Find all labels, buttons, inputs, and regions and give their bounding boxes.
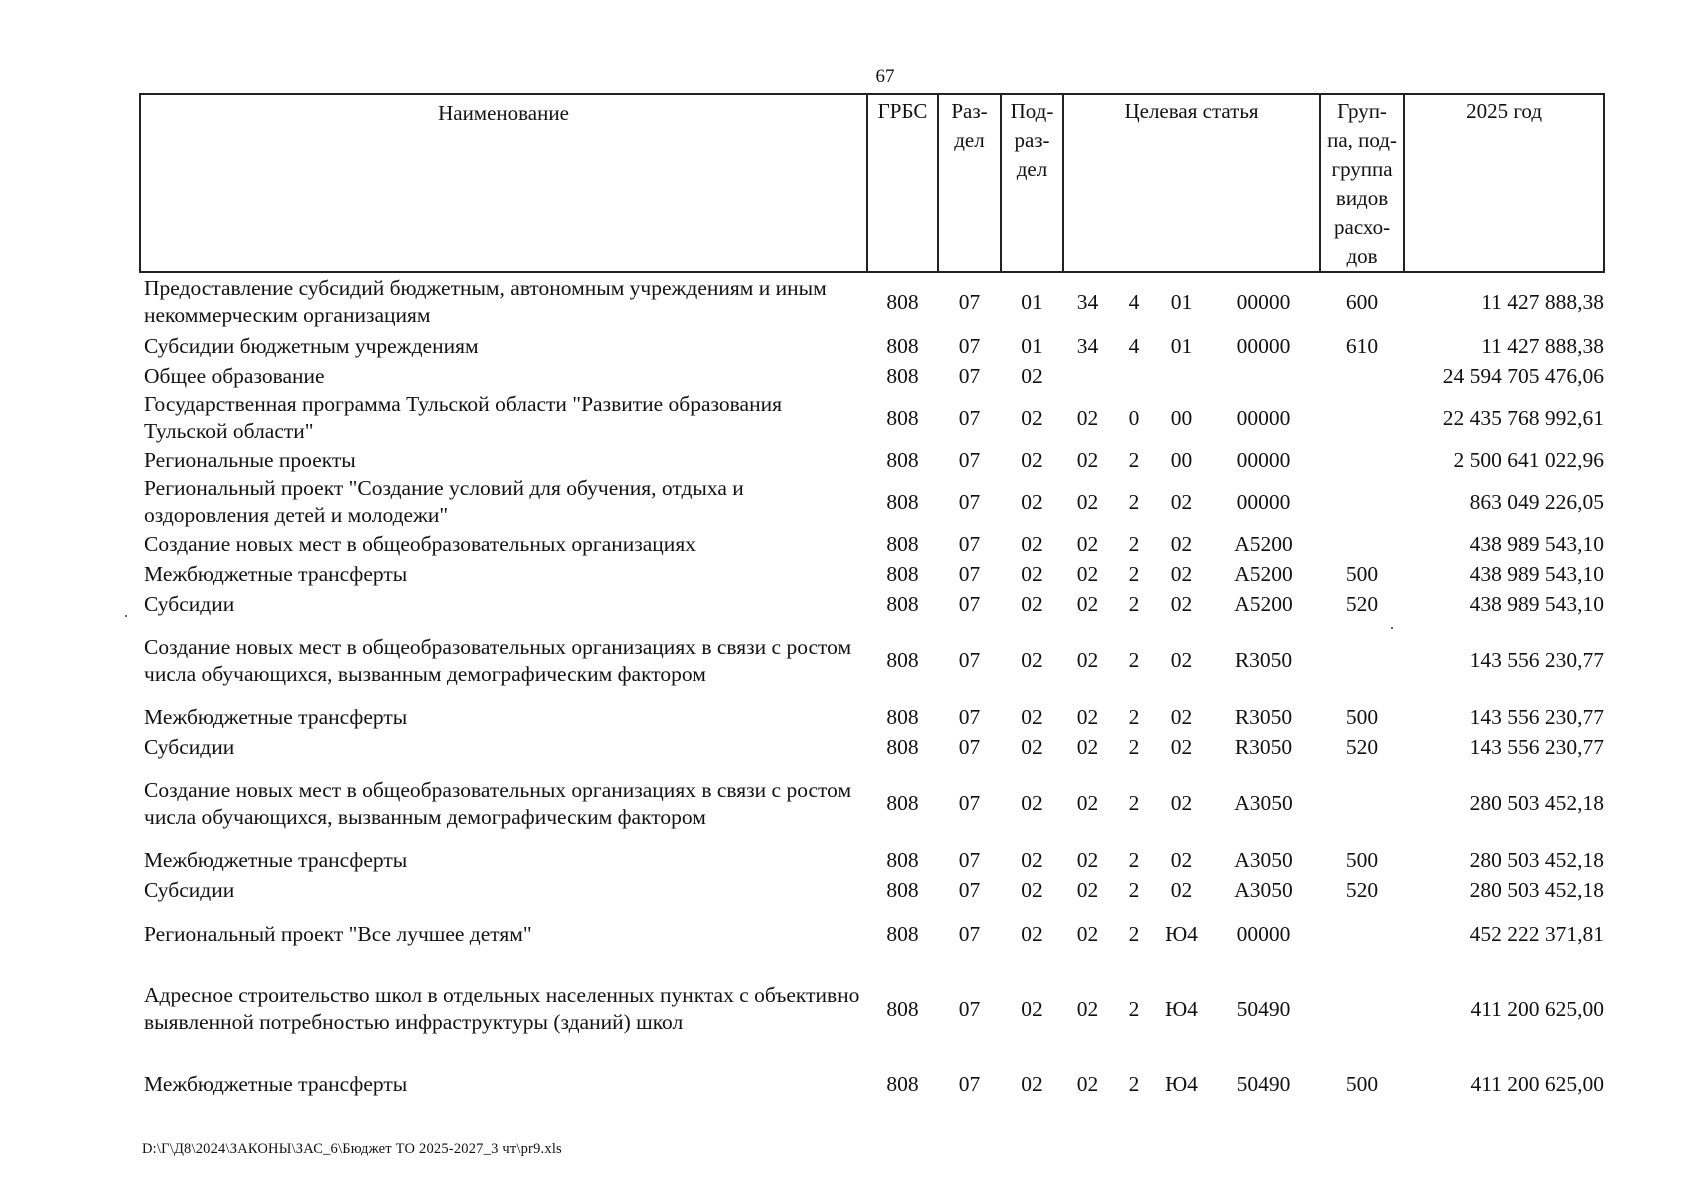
cell-podrazdel: 02 [1021,363,1043,388]
cell-razdel: 07 [958,648,981,672]
cell-cs4: 00000 [1236,447,1291,472]
table-row [140,589,1604,619]
cell-cs3: 00 [1170,405,1193,430]
cell-group [1320,445,1404,475]
cell-cs4: 50490 [1236,996,1291,1021]
table-row [140,391,1604,445]
cell-grbs: 808 [886,1072,919,1096]
cell-cs2: 2 [1128,531,1140,556]
table-row [140,331,1604,361]
cell-podrazdel: 02 [1021,447,1043,472]
header-expense-group: Груп- па, под- группа видов расхо- дов [1320,94,1404,272]
table-row [140,702,1604,732]
cell-podrazdel: 02 [1021,1072,1043,1096]
header-razdel: Раз- дел [938,94,1001,272]
table-row [140,762,1604,845]
cell-grbs: 808 [886,996,919,1021]
cell-name: Субсидии [144,877,235,902]
cell-group: 520 [1345,591,1379,616]
cell-grbs: 808 [886,289,919,314]
cell-sum: 411 200 625,00 [1470,996,1605,1021]
cell-cs1: 02 [1076,921,1099,946]
cell-razdel: 07 [958,447,981,472]
cell-group [1320,762,1404,845]
cell-podrazdel: 01 [1021,289,1043,314]
cell-sum: 438 989 543,10 [1469,531,1605,556]
cell-razdel: 07 [958,921,981,946]
cell-name: Межбюджетные трансферты [144,561,408,586]
cell-sum: 143 556 230,77 [1469,704,1605,729]
cell-sum: 280 503 452,18 [1469,791,1605,815]
header-name: Наименование [140,94,867,272]
cell-podrazdel: 02 [1021,561,1043,586]
cell-cs1: 02 [1076,704,1099,729]
cell-grbs: 808 [886,921,919,946]
cell-grbs: 808 [886,877,919,902]
cell-name: Предоставление субсидий бюджетным, автономным учреждениям и иным некоммерческим организациям [144,276,827,327]
cell-group [1320,905,1404,963]
cell-podrazdel: 02 [1021,648,1043,672]
cell-cs1: 34 [1076,333,1099,358]
table-row [140,475,1604,529]
cell-group: 600 [1345,289,1379,314]
cell-name: Региональный проект "Создание условий для обучения, отдыха и оздоровления детей и молодежи" [144,476,744,527]
cell-razdel: 07 [958,561,981,586]
cell-podrazdel: 02 [1021,489,1043,514]
cell-cs1: 02 [1076,877,1099,902]
cell-cs4: R3050 [1234,734,1293,759]
cell-name: Межбюджетные трансферты [144,704,408,729]
cell-sum: 411 200 625,00 [1470,1072,1605,1096]
cell-cs1: 02 [1076,591,1099,616]
cell-cs4: 00000 [1236,921,1291,946]
cell-razdel: 07 [958,591,981,616]
cell-cs3: Ю4 [1165,1072,1198,1096]
cell-grbs: 808 [886,704,919,729]
cell-cs3: 00 [1170,447,1193,472]
cell-razdel: 07 [958,877,981,902]
cell-razdel: 07 [958,333,981,358]
cell-group: 610 [1345,333,1379,358]
table-row [140,875,1604,905]
cell-cs4: А5200 [1234,531,1293,556]
cell-cs1: 02 [1076,847,1099,872]
cell-cs1 [1063,361,1112,391]
cell-cs2: 2 [1128,1072,1140,1096]
cell-cs3: 02 [1170,734,1193,759]
table-row [140,272,1604,331]
cell-cs4: А3050 [1234,847,1293,872]
cell-cs2: 2 [1128,489,1140,514]
cell-group [1320,963,1404,1055]
cell-podrazdel: 02 [1021,847,1043,872]
cell-sum: 452 222 371,81 [1469,921,1605,946]
cell-name: Общее образование [144,363,325,388]
cell-razdel: 07 [958,363,981,388]
cell-group [1320,391,1404,445]
cell-sum: 863 049 226,05 [1469,489,1605,514]
cell-cs4: 00000 [1236,405,1291,430]
table-header [140,94,1604,272]
stray-mark [1391,627,1393,629]
cell-name: Межбюджетные трансферты [144,1072,408,1096]
cell-cs1: 02 [1076,791,1099,815]
cell-cs3: 02 [1170,847,1193,872]
cell-group: 520 [1345,877,1379,902]
cell-cs2: 2 [1128,734,1140,759]
cell-podrazdel: 02 [1021,921,1043,946]
cell-group: 500 [1345,704,1379,729]
cell-group [1320,619,1404,702]
cell-podrazdel: 02 [1021,877,1043,902]
cell-razdel: 07 [958,531,981,556]
cell-cs1: 02 [1076,447,1099,472]
cell-cs1: 02 [1076,734,1099,759]
cell-cs4: 50490 [1236,1072,1291,1096]
table-body [140,272,1604,1114]
cell-cs3: 02 [1170,591,1193,616]
table-row [140,619,1604,702]
cell-cs4: 00000 [1236,333,1291,358]
cell-group [1320,475,1404,529]
cell-cs3: 02 [1170,561,1193,586]
cell-group: 520 [1345,734,1379,759]
table-row [140,529,1604,559]
cell-cs2: 2 [1128,591,1140,616]
cell-grbs: 808 [886,734,919,759]
header-year: 2025 год [1404,94,1604,272]
cell-cs1: 02 [1076,561,1099,586]
cell-cs4: R3050 [1234,704,1293,729]
cell-cs1: 02 [1076,489,1099,514]
cell-cs1: 02 [1076,531,1099,556]
cell-group: 500 [1345,1072,1379,1096]
cell-cs2: 2 [1128,847,1140,872]
cell-razdel: 07 [958,489,981,514]
cell-cs4: А5200 [1234,561,1293,586]
table-row [140,445,1604,475]
cell-cs2: 4 [1128,333,1140,358]
cell-cs2 [1112,361,1156,391]
cell-grbs: 808 [886,531,919,556]
cell-sum: 24 594 705 476,06 [1442,363,1605,388]
cell-cs3: 02 [1170,877,1193,902]
cell-grbs: 808 [886,591,919,616]
cell-cs2: 2 [1128,921,1140,946]
cell-cs3: 02 [1170,648,1193,672]
stray-mark [125,615,127,617]
cell-grbs: 808 [886,847,919,872]
cell-cs3: 02 [1170,704,1193,729]
cell-cs1: 02 [1076,996,1099,1021]
cell-name: Государственная программа Тульской области "Развитие образования Тульской области" [144,392,782,443]
cell-cs4: 00000 [1236,489,1291,514]
cell-grbs: 808 [886,489,919,514]
cell-sum: 438 989 543,10 [1469,561,1605,586]
cell-name: Адресное строительство школ в отдельных населенных пунктах с объективно выявленной потребностью инфраструктуры (зданий) школ [144,983,860,1034]
cell-cs2: 2 [1128,877,1140,902]
cell-group: 500 [1345,561,1379,586]
cell-cs1: 02 [1076,405,1099,430]
cell-grbs: 808 [886,648,919,672]
cell-grbs: 808 [886,561,919,586]
header-grbs: ГРБС [867,94,938,272]
cell-razdel: 07 [958,405,981,430]
cell-cs3: Ю4 [1165,996,1198,1021]
cell-sum: 143 556 230,77 [1469,734,1605,759]
cell-cs4: А3050 [1234,877,1293,902]
cell-sum: 438 989 543,10 [1469,591,1605,616]
cell-cs2: 2 [1128,704,1140,729]
cell-cs2: 2 [1128,447,1140,472]
cell-cs3: 02 [1170,531,1193,556]
budget-table [139,93,1605,1114]
cell-grbs: 808 [886,333,919,358]
cell-podrazdel: 02 [1021,791,1043,815]
cell-cs2: 2 [1128,648,1140,672]
cell-cs3: 02 [1170,791,1193,815]
table-row [140,361,1604,391]
cell-razdel: 07 [958,289,981,314]
cell-podrazdel: 02 [1021,405,1043,430]
header-podrazdel: Под- раз- дел [1001,94,1063,272]
cell-cs4 [1207,361,1320,391]
cell-sum: 11 427 888,38 [1481,289,1605,314]
cell-podrazdel: 02 [1021,531,1043,556]
cell-cs4: А3050 [1234,791,1293,815]
cell-name: Региональные проекты [144,447,356,472]
cell-name: Субсидии [144,734,235,759]
cell-cs2: 4 [1128,289,1140,314]
cell-podrazdel: 02 [1021,734,1043,759]
cell-cs2: 2 [1128,996,1140,1021]
cell-cs3 [1156,361,1207,391]
cell-group: 500 [1345,847,1379,872]
file-path-footer: D:\Г\Д8\2024\ЗАКОНЫ\ЗАС_6\Бюджет ТО 2025-2027_3 чт\pr9.xls [142,1141,562,1157]
cell-name: Региональный проект "Все лучшее детям" [144,921,532,946]
cell-name: Межбюджетные трансферты [144,847,408,872]
cell-cs4: R3050 [1234,648,1293,672]
cell-sum: 143 556 230,77 [1469,648,1605,672]
cell-cs4: 00000 [1236,289,1291,314]
cell-razdel: 07 [958,734,981,759]
cell-sum: 11 427 888,38 [1481,333,1605,358]
cell-sum: 280 503 452,18 [1469,877,1605,902]
cell-grbs: 808 [886,791,919,815]
table-row [140,1055,1604,1114]
cell-cs2: 0 [1128,405,1140,430]
cell-razdel: 07 [958,996,981,1021]
cell-razdel: 07 [958,704,981,729]
cell-grbs: 808 [886,405,919,430]
table-row [140,559,1604,589]
cell-cs2: 2 [1128,791,1140,815]
cell-cs3: Ю4 [1165,921,1198,946]
cell-sum: 2 500 641 022,96 [1453,447,1605,472]
cell-cs1: 02 [1076,1072,1099,1096]
cell-cs3: 01 [1170,289,1193,314]
table-row [140,732,1604,762]
cell-cs2: 2 [1128,561,1140,586]
cell-razdel: 07 [958,847,981,872]
page-number: 67 [875,66,895,87]
cell-cs4: А5200 [1234,591,1293,616]
cell-podrazdel: 01 [1021,333,1043,358]
cell-sum: 22 435 768 992,61 [1442,405,1605,430]
cell-name: Создание новых мест в общеобразовательных организациях в связи с ростом числа обучающихся, вызванным демографическим фактором [144,777,852,829]
table-row [140,845,1604,875]
cell-name: Субсидии [144,591,235,616]
cell-razdel: 07 [958,791,981,815]
cell-grbs: 808 [886,447,919,472]
cell-name: Субсидии бюджетным учреждениям [144,333,479,358]
cell-name: Создание новых мест в общеобразовательных организациях в связи с ростом числа обучающихся, вызванным демографическим фактором [144,634,852,686]
cell-name: Создание новых мест в общеобразовательных организациях [144,531,696,556]
cell-cs1: 34 [1076,289,1099,314]
cell-grbs: 808 [886,363,919,388]
cell-sum: 280 503 452,18 [1469,847,1605,872]
header-target-article: Целевая статья [1063,94,1320,272]
cell-group [1320,529,1404,559]
cell-cs3: 01 [1170,333,1193,358]
table-row [140,905,1604,963]
cell-group [1320,361,1404,391]
table-row [140,963,1604,1055]
cell-razdel: 07 [958,1072,981,1096]
cell-podrazdel: 02 [1021,996,1043,1021]
cell-podrazdel: 02 [1021,704,1043,729]
cell-podrazdel: 02 [1021,591,1043,616]
cell-cs3: 02 [1170,489,1193,514]
cell-cs1: 02 [1076,648,1099,672]
